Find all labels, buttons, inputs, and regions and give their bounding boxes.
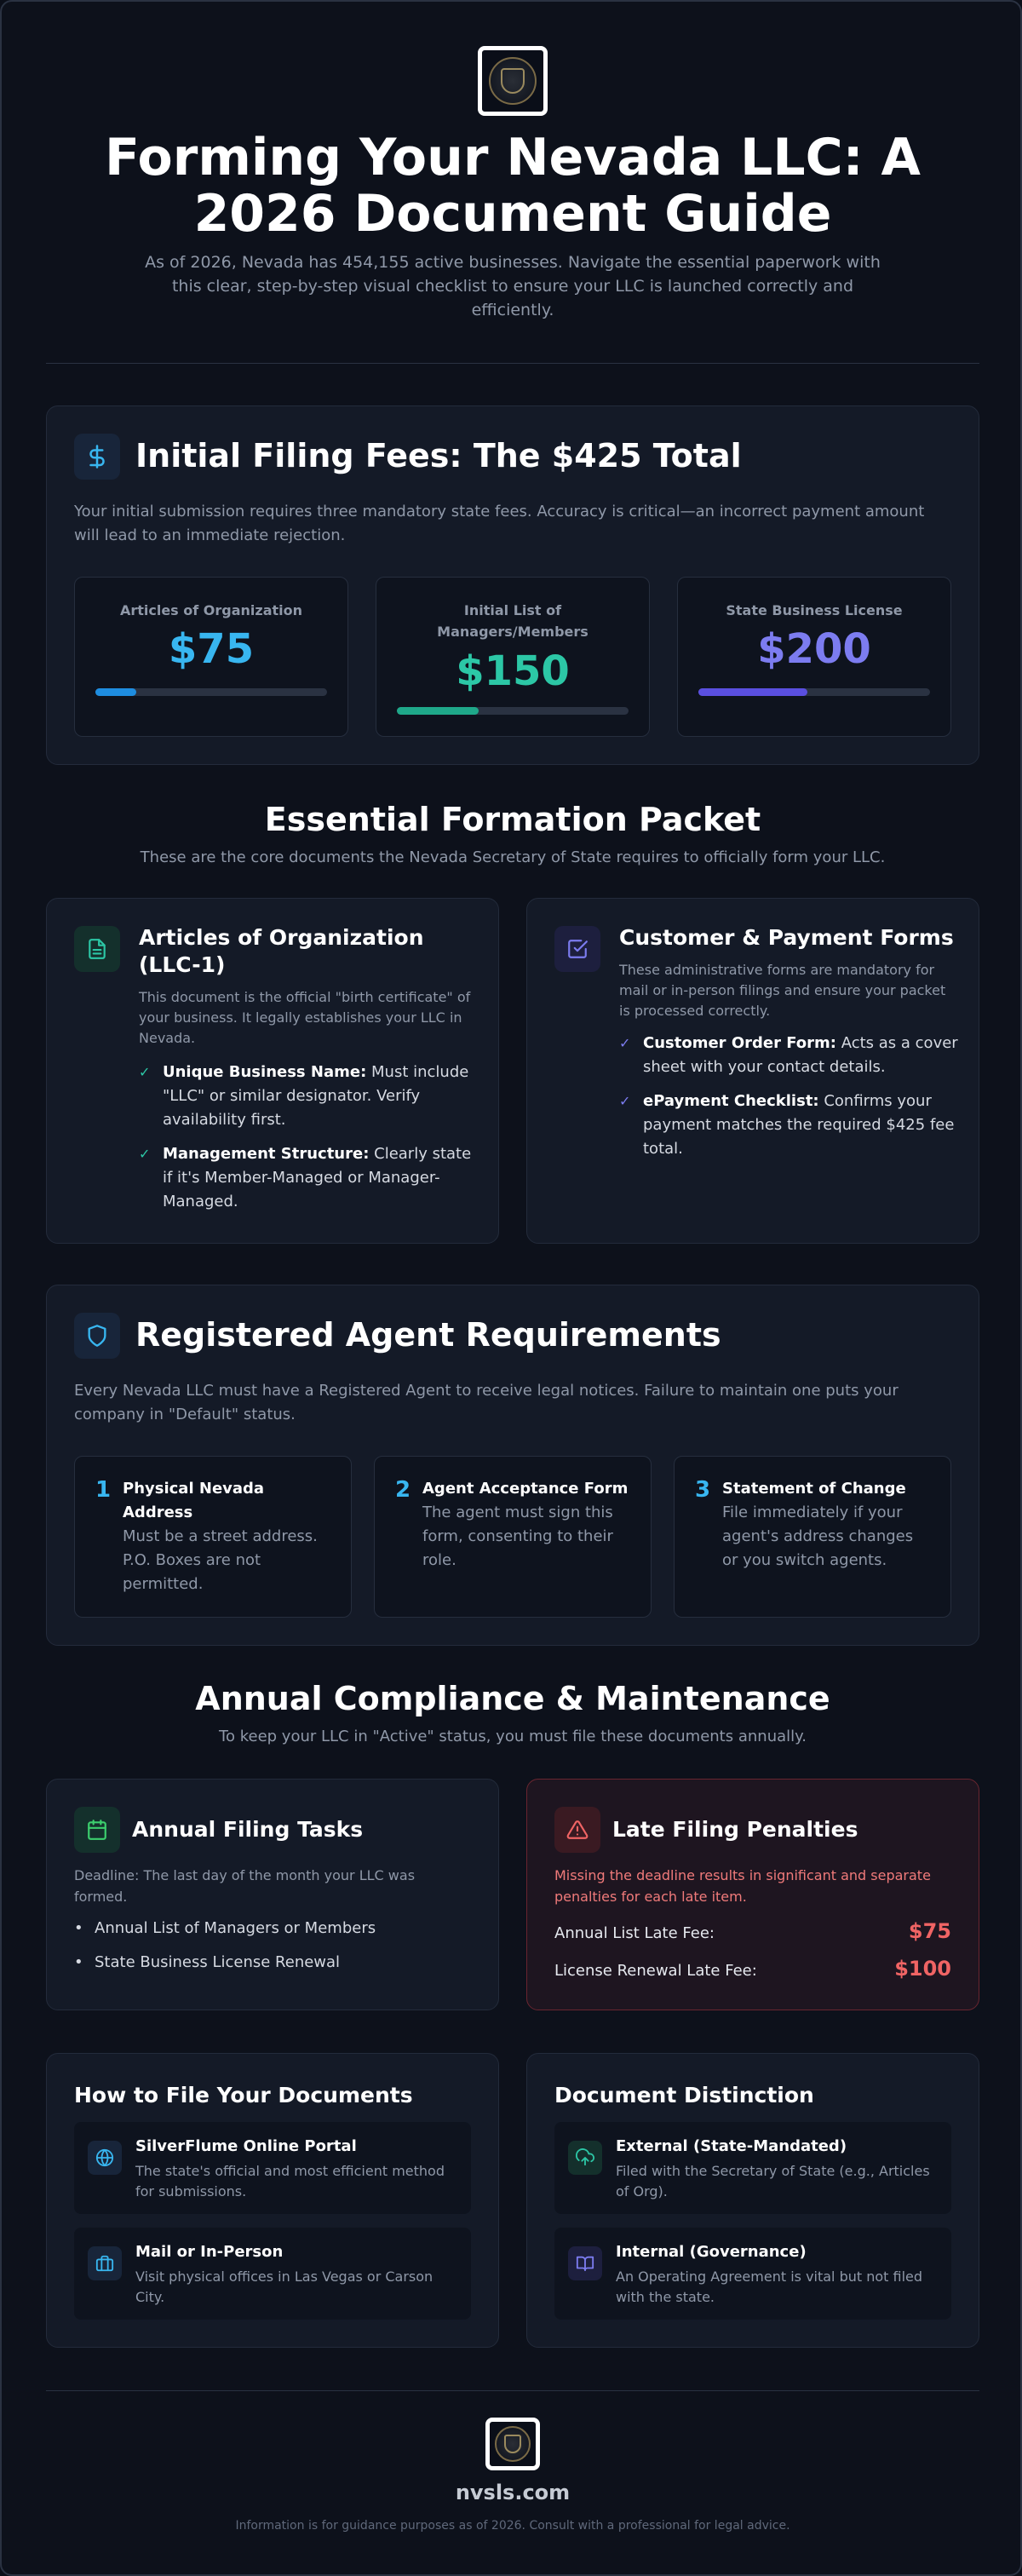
step-title: Agent Acceptance Form: [422, 1480, 629, 1498]
annual-tasks-card: [46, 1779, 499, 2010]
list-item: • Annual List of Managers or Members: [95, 1919, 376, 1937]
penalties-desc: Missing the deadline results in significant and separate penalties for each late item.: [554, 1867, 931, 1905]
file-method-title: SilverFlume Online Portal: [135, 2137, 357, 2155]
shield-icon: [74, 1313, 120, 1359]
fee-value: $150: [456, 647, 570, 695]
penalty-value: $75: [908, 1919, 951, 1943]
distinction-item-title: External (State-Mandated): [616, 2137, 847, 2155]
distinction-item-desc: Filed with the Secretary of State (e.g., Articles of Org).: [616, 2163, 930, 2199]
step-card: [674, 1456, 951, 1618]
step-card: [374, 1456, 652, 1618]
forms-desc: These administrative forms are mandatory for mail or in-person filings and ensure your packet is processed correctly.: [619, 962, 946, 1019]
file-method-desc: The state's official and most efficient method for submissions.: [135, 2163, 445, 2199]
list-item: [139, 1061, 479, 1132]
list-item: [619, 1090, 960, 1161]
check-icon: ✓: [139, 1146, 151, 1162]
step-desc: The agent must sign this form, consenting to their role.: [422, 1504, 613, 1569]
page-title: Forming Your Nevada LLC: A 2026 Document Guide: [104, 128, 921, 244]
distinction-title: Document Distinction: [554, 2083, 814, 2107]
step-card: [74, 1456, 352, 1618]
file-method-desc: Visit physical offices in Las Vegas or Carson City.: [135, 2268, 433, 2305]
step-desc: File immediately if your agent's address changes or you switch agents.: [722, 1504, 914, 1569]
distinction-item-desc: An Operating Agreement is vital but not filed with the state.: [616, 2268, 923, 2305]
fee-value: $75: [168, 625, 255, 673]
globe-icon: [88, 2141, 122, 2175]
calendar-icon: [74, 1807, 120, 1853]
fee-bar-track: [95, 688, 327, 696]
briefcase-icon: [88, 2246, 122, 2280]
check-icon: ✓: [619, 1035, 631, 1051]
distinction-card: [526, 2053, 979, 2348]
divider: [46, 363, 979, 364]
packet-title: Essential Formation Packet: [264, 801, 761, 838]
item-label: Management Structure:: [163, 1145, 370, 1163]
agent-desc: Every Nevada LLC must have a Registered Agent to receive legal notices. Failure to maintain one puts your company in "Default" status.: [74, 1382, 899, 1423]
item-text: Confirms your payment matches the required $425 fee total.: [643, 1092, 955, 1158]
annual-deadline: Deadline: The last day of the month your LLC was formed.: [74, 1867, 416, 1905]
fee-box-articles: [74, 577, 348, 737]
agent-title: Registered Agent Requirements: [135, 1316, 721, 1354]
item-label: Customer Order Form:: [643, 1034, 836, 1052]
list-item: [619, 1032, 960, 1081]
divider: [46, 2390, 979, 2391]
annual-tasks-title: Annual Filing Tasks: [132, 1817, 364, 1842]
fee-box-initial-list: [376, 577, 650, 737]
file-method-item[interactable]: [74, 2228, 471, 2320]
fee-box-business-license: [677, 577, 951, 737]
fee-bar-fill: [698, 688, 807, 696]
list-item: [139, 1142, 479, 1214]
book-icon: [568, 2246, 602, 2280]
how-to-file-card: [46, 2053, 499, 2348]
penalty-label: License Renewal Late Fee:: [554, 1962, 757, 1980]
item-text: Clearly state if it's Member-Managed or Manager-Managed.: [163, 1145, 472, 1210]
forms-card: [526, 898, 979, 1244]
distinction-item: [554, 2228, 951, 2320]
item-label: ePayment Checklist:: [643, 1092, 819, 1110]
step-title: Physical Nevada Address: [123, 1480, 265, 1521]
forms-title: Customer & Payment Forms: [619, 925, 954, 950]
penalty-row: [554, 1919, 951, 1950]
step-number: 1: [95, 1477, 112, 1503]
item-text: Must include "LLC" or similar designator. Verify availability first.: [163, 1063, 469, 1129]
fees-card: [46, 405, 979, 765]
articles-card: [46, 898, 499, 1244]
fee-bar-track: [698, 688, 930, 696]
fee-bar-track: [397, 707, 629, 715]
footer-seal-logo: [485, 2418, 540, 2470]
fee-bar-fill: [397, 707, 479, 715]
penalty-value: $100: [894, 1957, 951, 1981]
fee-value: $200: [757, 625, 871, 673]
step-number: 3: [695, 1477, 711, 1503]
fee-label: Initial List of Managers/Members: [437, 602, 589, 640]
how-to-file-title: How to File Your Documents: [74, 2083, 413, 2107]
file-method-item[interactable]: [74, 2122, 471, 2214]
step-desc: Must be a street address. P.O. Boxes are not permitted.: [123, 1527, 318, 1593]
nevada-seal-logo: [478, 46, 548, 116]
penalty-row: [554, 1957, 951, 1987]
packet-subtitle: These are the core documents the Nevada Secretary of State requires to officially form your LLC.: [140, 848, 886, 866]
site-name[interactable]: nvsls.com: [455, 2481, 571, 2504]
articles-desc: This document is the official "birth certificate" of your business. It legally establishes your LLC in Nevada.: [139, 989, 471, 1046]
fees-title: Initial Filing Fees: The $425 Total: [135, 437, 742, 474]
item-label: Unique Business Name:: [163, 1063, 367, 1081]
agent-card: [46, 1285, 979, 1646]
page-intro: As of 2026, Nevada has 454,155 active businesses. Navigate the essential paperwork with this clear, step-by-step visual checklist to ensure your LLC is launched correctly and efficiently.: [145, 253, 881, 319]
fee-label: State Business License: [726, 602, 903, 618]
step-number: 2: [395, 1477, 411, 1503]
fees-desc: Your initial submission requires three mandatory state fees. Accuracy is critical—an incorrect payment amount will lead to an immediate rejection.: [74, 503, 925, 544]
item-text: Acts as a cover sheet with your contact details.: [643, 1034, 958, 1076]
cloud-upload-icon: [568, 2141, 602, 2175]
step-title: Statement of Change: [722, 1480, 906, 1498]
penalty-label: Annual List Late Fee:: [554, 1924, 715, 1942]
distinction-item-title: Internal (Governance): [616, 2243, 807, 2261]
document-icon: [74, 926, 120, 972]
file-method-title: Mail or In-Person: [135, 2243, 284, 2261]
check-icon: ✓: [139, 1064, 151, 1080]
disclaimer: Information is for guidance purposes as of 2026. Consult with a professional for legal advice.: [235, 2519, 790, 2533]
distinction-item: [554, 2122, 951, 2214]
annual-title: Annual Compliance & Maintenance: [195, 1680, 830, 1717]
annual-subtitle: To keep your LLC in "Active" status, you must file these documents annually.: [219, 1728, 807, 1745]
list-item: • State Business License Renewal: [95, 1953, 340, 1971]
fee-bar-fill: [95, 688, 136, 696]
penalties-card: [526, 1779, 979, 2010]
dollar-icon: [74, 434, 120, 480]
penalties-title: Late Filing Penalties: [612, 1817, 858, 1842]
checkbox-icon: [554, 926, 600, 972]
check-icon: ✓: [619, 1093, 631, 1109]
fee-label: Articles of Organization: [119, 602, 303, 618]
warning-icon: [554, 1807, 600, 1853]
articles-title: Articles of Organization (LLC-1): [139, 925, 424, 977]
